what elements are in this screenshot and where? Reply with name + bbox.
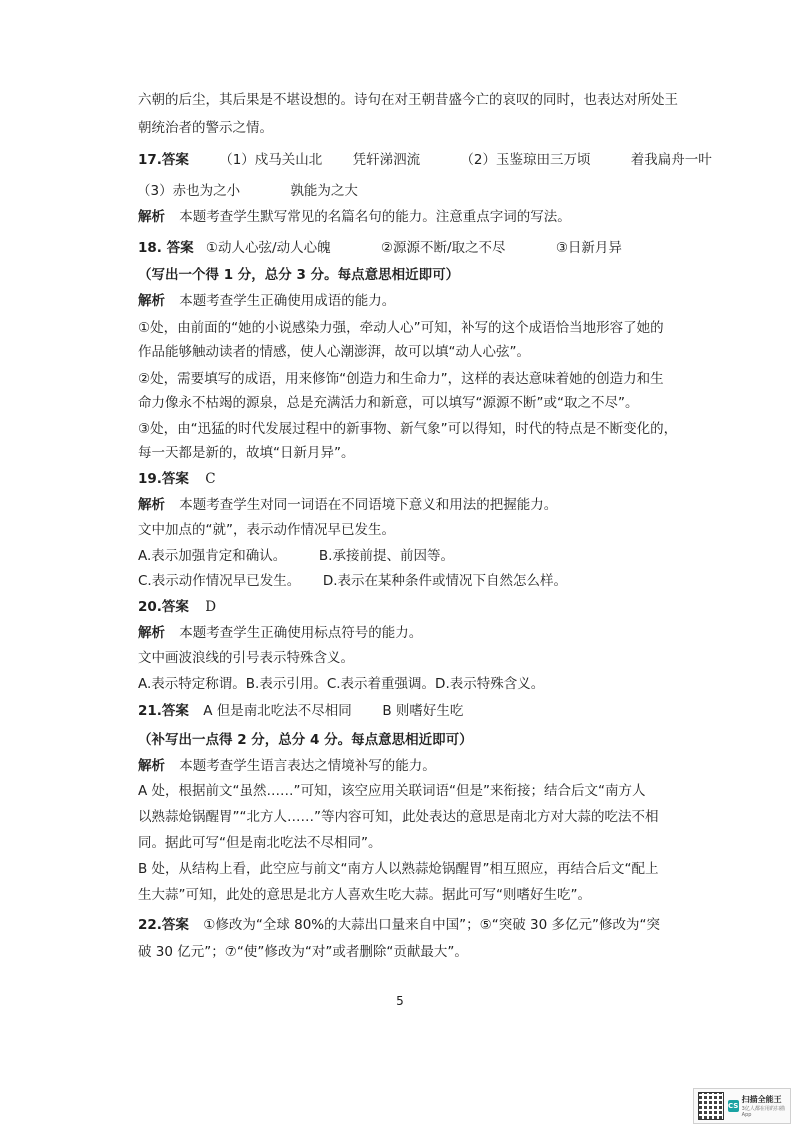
jiexi-label: 解析: [138, 497, 165, 513]
option-c: C.表示动作情况早已发生。: [138, 573, 301, 589]
q17-p2: 凭轩涕泗流: [352, 152, 421, 168]
page-number: 5: [396, 994, 404, 1008]
q18-answer-line: [138, 239, 622, 257]
text-line: B 处，从结构上看，此空应与前文“南方人以熟蒜炝锅醒胃”相互照应，再结合后文“配上: [138, 861, 659, 877]
option-b: B.承接前提、前因等。: [318, 548, 454, 564]
q22-answer-line: [138, 916, 660, 934]
text-line: 破 30 亿元”；⑦“使”修改为“对”或者删除“贡献最大”。: [138, 944, 468, 960]
text-line: 六朝的后尘，其后果是不堪设想的。诗句在对王朝昔盛今亡的哀叹的同时，也表达对所处王: [138, 92, 678, 108]
jiexi-label: 解析: [138, 293, 165, 309]
camscanner-logo-icon: CS: [728, 1102, 739, 1110]
q19-options-ab: [138, 547, 454, 565]
q21-jiexi: [138, 757, 436, 775]
jiexi-label: 解析: [138, 758, 165, 774]
q17-answer-line: [138, 151, 712, 169]
q21-a: A 但是南北吃法不尽相同: [203, 703, 352, 719]
text-line: 文中加点的“就”，表示动作情况早已发生。: [138, 522, 395, 538]
q18-a3: ③日新月异: [555, 240, 622, 256]
text-line: 生大蒜”可知，此处的意思是北方人喜欢生吃大蒜。据此可写“则嗜好生吃”。: [138, 887, 591, 903]
q21-score: （补写出一点得 2 分，总分 4 分。每点意思相近即可）: [138, 732, 473, 748]
text-line: ③处，由“迅猛的时代发展过程中的新事物、新气象”可以得知，时代的特点是不断变化的，: [138, 421, 678, 437]
option-d: D.表示在某种条件或情况下自然怎么样。: [322, 573, 567, 589]
q17-answer-line-2: [137, 182, 358, 200]
q19-answer-line: [138, 470, 216, 488]
text-line: 作品能够触动读者的情感，使人心潮澎湃，故可以填“动人心弦”。: [138, 344, 530, 360]
jiexi-label: 解析: [138, 625, 165, 641]
q18-a1: ①动人心弦/动人心魄: [205, 240, 331, 256]
q20-jiexi: [138, 624, 422, 642]
jiexi-text: 本题考查学生对同一词语在不同语境下意义和用法的把握能力。: [179, 497, 558, 513]
text-line: ①处，由前面的“她的小说感染力强，牵动人心”可知，补写的这个成语恰当地形容了她的: [138, 320, 664, 336]
q20-answer-line: [138, 598, 216, 616]
q18-score: （写出一个得 1 分，总分 3 分。每点意思相近即可）: [138, 267, 460, 283]
jiexi-text: 本题考查学生正确使用成语的能力。: [179, 293, 396, 309]
text-line: 文中画波浪线的引号表示特殊含义。: [138, 650, 354, 666]
q19-options-cd: [138, 572, 567, 590]
q17-p1: （1）戍马关山北: [219, 152, 323, 168]
q21-b: B 则嗜好生吃: [382, 703, 464, 719]
q19-answer: C: [205, 471, 216, 487]
text-line: A 处，根据前文“虽然……”可知，该空应用关联词语“但是”来衔接；结合后文“南方人: [138, 783, 646, 799]
q17-p3: （2）玉鉴琼田三万顷: [460, 152, 591, 168]
jiexi-text: 本题考查学生正确使用标点符号的能力。: [179, 625, 423, 641]
q17-p5: （3）赤也为之小: [137, 183, 241, 199]
text-line: 以熟蒜炝锅醒胃”“北方人……”等内容可知，此处表达的意思是南北方对大蒜的吃法不相: [138, 809, 659, 825]
brand-name: 扫描全能王: [741, 1095, 782, 1104]
q21-label: 21.答案: [138, 703, 189, 719]
q21-answer-line: [138, 702, 463, 720]
text-line: A.表示特定称谓。B.表示引用。C.表示着重强调。D.表示特殊含义。: [138, 676, 545, 692]
text-line: 命力像永不枯竭的源泉，总是充满活力和新意，可以填写“源源不断”或“取之不尽”。: [138, 395, 639, 411]
jiexi-text: 本题考查学生语言表达之情境补写的能力。: [179, 758, 436, 774]
q17-p6: 孰能为之大: [290, 183, 358, 199]
option-a: A.表示加强肯定和确认。: [138, 548, 287, 564]
q18-label: 18. 答案: [138, 240, 194, 256]
brand-tagline: 3亿人都在用的扫描App: [741, 1106, 785, 1118]
q18-a2: ②源源不断/取之不尽: [380, 240, 506, 256]
jiexi-text: 本题考查学生默写常见的名篇名句的能力。注意重点字词的写法。: [179, 209, 571, 225]
q18-jiexi: [138, 292, 395, 310]
scanner-brand: [742, 1094, 790, 1118]
text-line: ②处，需要填写的成语，用来修饰“创造力和生命力”，这样的表达意味着她的创造力和生: [138, 371, 664, 387]
q17-jiexi: [138, 208, 571, 226]
scanner-watermark: [693, 1088, 791, 1124]
q17-label: 17.答案: [138, 152, 189, 168]
q19-label: 19.答案: [138, 471, 189, 487]
qr-code-icon: [698, 1092, 724, 1120]
q19-jiexi: [138, 496, 557, 514]
q22-text: ①修改为“全球 80%的大蒜出口量来自中国”；⑤“突破 30 多亿元”修改为“突: [203, 917, 660, 933]
q20-label: 20.答案: [138, 599, 189, 615]
text-line: 同。据此可写“但是南北吃法不尽相同”。: [138, 835, 382, 851]
text-line: 朝统治者的警示之情。: [138, 120, 273, 136]
q22-label: 22.答案: [138, 917, 189, 933]
jiexi-label: 解析: [138, 209, 165, 225]
q20-answer: D: [205, 599, 217, 615]
q17-p4: 着我扁舟一叶: [630, 152, 712, 168]
text-line: 每一天都是新的，故填“日新月异”。: [138, 445, 355, 461]
